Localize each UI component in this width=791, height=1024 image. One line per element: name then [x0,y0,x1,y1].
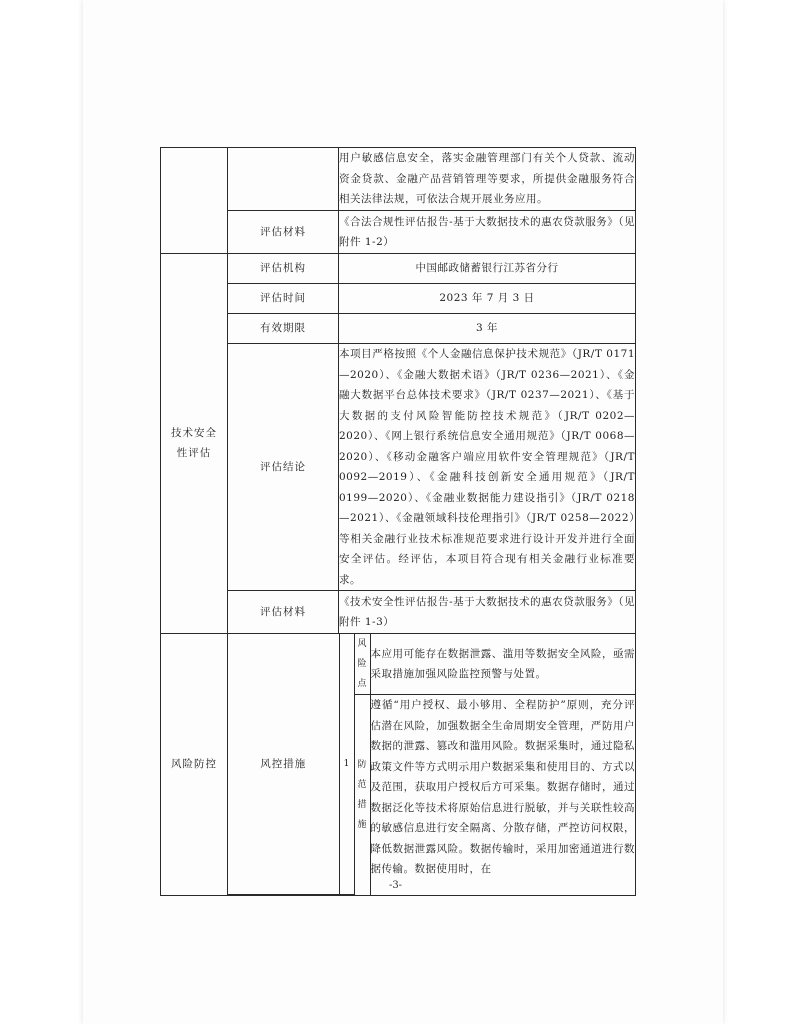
table-row [161,314,636,344]
conclusion-text: 本项目严格按照《个人金融信息保护技术规范》（JR/T 0171—2020）、《金融大数据术语》（JR/T 0236—2021）、《金融大数据平台总体技术要求》（JR/T 0237—2021）、《基于大数据的支付风险智能防控技术规范》（JR/T 0202—2020）、《网上银行系统信息安全通用规范》（JR/T 0068—2020）、《移动金融客户端应用软件安全管理规范》（JR/T 0092—2019）、《金融科技创新安全通用规范》（JR/T 0199—2020）、《金融业数据能力建设指引》（JR/T 0218—2021）、《金融领域科技伦理指引》（JR/T 0258—2022）等相关金融行业技术标准规范要求进行设计开发并进行全面安全评估。经评估，本项目符合现有相关金融行业标准要求。 [339,344,636,591]
risk-point-label-text: 风险点 [357,639,367,689]
table-row [161,591,636,634]
conclusion-label: 评估结论 [228,344,339,591]
risk-measures-label: 风控措施 [228,634,339,895]
measure-label [354,695,370,895]
time-label: 评估时间 [228,284,339,314]
valid-value: 3 年 [339,314,636,344]
tech-material-text: 《技术安全性评估报告-基于大数据技术的惠农贷款服务》（见附件 1-3） [339,591,636,634]
measure-label-text: 防范措施 [357,759,367,830]
table-row [161,284,636,314]
risk-measures-container [228,634,636,896]
table-row [161,344,636,591]
table-row [161,254,636,284]
assessment-table [160,147,636,896]
material-text: 《合法合规性评估报告-基于大数据技术的惠农贷款服务》（见附件 1-2） [339,211,636,254]
tech-security-category-label: 技术安全性评估 [171,427,217,460]
measure-text: 遵循“用户授权、最小够用、全程防护”原则，充分评估潜在风险，加强数据全生命周期安全管理，严防用户数据的泄露、篡改和滥用风险。数据采集时，通过隐私政策文件等方式明示用户数据采集和使用目的、方式以及范围，获取用户授权后方可采集。数据存储时，通过数据泛化等技术将原始信息进行脱敏，并与关联性较高的敏感信息进行安全隔离、分散存储，严控访问权限，降低数据泄露风险。数据传输时，采用加密通道进行数据传输。数据使用时，在 [370,695,635,895]
compliance-text: 用户敏感信息安全，落实金融管理部门有关个人贷款、流动资金贷款、金融产品营销管理等要求，所提供金融服务符合相关法律法规，可依法合规开展业务应用。 [339,148,636,211]
label-cell-blank [228,148,339,211]
org-value: 中国邮政储蓄银行江苏省分行 [339,254,636,284]
valid-label: 有效期限 [228,314,339,344]
table-row [161,634,636,896]
table-row [161,148,636,211]
risk-control-category: 风险防控 [161,634,228,896]
tech-security-category [161,254,228,634]
category-cell-blank [161,148,228,254]
page-number: -3- [388,880,403,891]
item-number: 1 [339,634,354,895]
table-row [161,211,636,254]
material-label: 评估材料 [228,211,339,254]
risk-measures-table [228,634,635,895]
time-value: 2023 年 7 月 3 日 [339,284,636,314]
risk-point-text: 本应用可能存在数据泄露、滥用等数据安全风险，亟需采取措施加强风险监控预警与处置。 [370,634,635,695]
org-label: 评估机构 [228,254,339,284]
tech-material-label: 评估材料 [228,591,339,634]
risk-point-label [354,634,370,695]
table-row [228,634,635,695]
